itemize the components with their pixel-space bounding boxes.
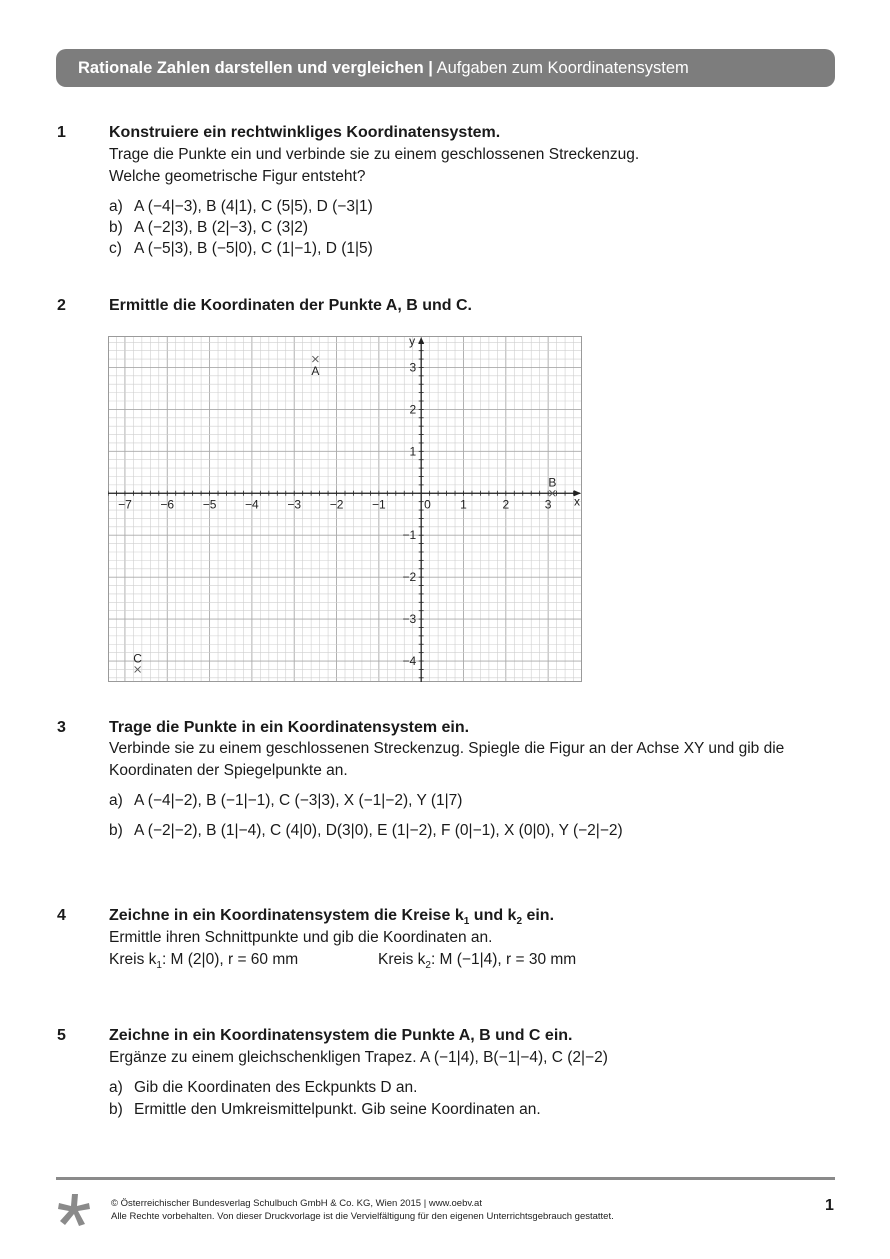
subscript: 1 [156,960,162,971]
point-label: A [311,364,320,379]
task-2-title: Ermittle die Koordinaten der Punkte A, B und C. [109,297,472,314]
footer-rule [56,1177,835,1180]
item-text: Ermittle den Umkreismittelpunkt. Gib seine Koordinaten an. [134,1101,541,1118]
x-tick-label: 3 [544,497,552,512]
point-label: C [133,651,142,666]
task-3-line-2: Koordinaten der Spiegelpunkte an. [109,762,348,779]
task-3-line-1: Verbinde sie zu einem geschlossenen Streckenzug. Spiegle die Figur an der Achse XY und gib die [109,740,785,757]
task-4-title [109,907,554,927]
x-tick-label: −5 [202,497,217,512]
footer-copyright [111,1197,614,1223]
footer-line-1: © Österreichischer Bundesverlag Schulbuch GmbH & Co. KG, Wien 2015 | www.oebv.at [111,1198,482,1209]
task-3-title: Trage die Punkte in ein Koordinatensystem ein. [109,719,470,736]
task-1-item-c [109,240,373,258]
x-tick-label: −6 [160,497,175,512]
subscript: 1 [463,916,470,927]
item-text: Gib die Koordinaten des Eckpunkts D an. [134,1079,418,1096]
task-4-line-1: Ermittle ihren Schnittpunkte und gib die Koordinaten an. [109,929,493,946]
coordinate-grid-svg [108,336,582,682]
item-label: b) [109,1101,123,1118]
header-title-bold: Rationale Zahlen darstellen und vergleichen | [78,59,433,77]
task-4-title-part: ein. [522,907,555,924]
item-label: a) [109,198,123,215]
task-4-circle-1 [109,951,298,971]
x-tick-label: −3 [287,497,302,512]
task-1-title: Konstruiere ein rechtwinkliges Koordinatensystem. [109,124,501,141]
circle-1-part: Kreis k [109,951,157,968]
header-bar [56,49,835,87]
item-label: b) [109,219,123,236]
item-label: c) [109,240,122,257]
y-tick-label: 1 [409,444,417,459]
item-text: A (−2|−2), B (1|−4), C (4|0), D(3|0), E (1|−2), F (0|−1), X (0|0), Y (−2|−2) [134,822,623,839]
header-title-rest: Aufgaben zum Koordinatensystem [436,59,689,77]
footer-line-2: Alle Rechte vorbehalten. Von dieser Druckvorlage ist die Vervielfältigung für den eigenen Unterrichtsgebrauch gestattet. [111,1211,614,1222]
circle-2-part: Kreis k [378,951,426,968]
task-5-number: 5 [57,1027,66,1044]
task-1-line-2: Welche geometrische Figur entsteht? [109,168,366,185]
task-4-circle-2 [378,951,576,971]
item-text: A (−4|−3), B (4|1), C (5|5), D (−3|1) [134,198,373,215]
task-2-number: 2 [57,297,66,314]
y-tick-label: −1 [402,528,417,543]
circle-1-part: : M (2|0), r = 60 mm [161,951,299,968]
x-tick-label: −7 [118,497,132,512]
task-5-item-b [109,1101,541,1119]
subscript: 2 [425,960,431,971]
y-tick-label: −2 [402,570,417,585]
point-label: B [548,475,557,490]
task-3-item-a [109,792,462,810]
task-5-line-1: Ergänze zu einem gleichschenkligen Trapez. A (−1|4), B(−1|−4), C (2|−2) [109,1049,608,1066]
coordinate-grid [108,336,582,682]
task-1-item-b [109,219,308,237]
x-tick-label: 1 [460,497,467,512]
task-4-number: 4 [57,907,66,924]
task-3-number: 3 [57,719,66,736]
x-tick-label: −4 [245,497,259,512]
x-tick-label: 2 [502,497,510,512]
item-label: a) [109,1079,123,1096]
page-number: 1 [825,1197,834,1214]
circle-2-part: : M (−1|4), r = 30 mm [430,951,577,968]
task-1-line-1: Trage die Punkte ein und verbinde sie zu einem geschlossenen Streckenzug. [109,146,640,163]
item-text: A (−5|3), B (−5|0), C (1|−1), D (1|5) [134,240,373,257]
y-tick-label: −3 [402,612,417,627]
y-tick-label: 3 [409,360,417,375]
task-1-number: 1 [57,124,66,141]
task-5-title: Zeichne in ein Koordinatensystem die Punkte A, B und C ein. [109,1027,573,1044]
task-4-title-part: und k [469,907,517,924]
y-axis-label: y [409,336,416,348]
task-3-item-b [109,822,623,840]
task-1-item-a [109,198,373,216]
x-tick-label: 0 [424,497,431,512]
publisher-logo-icon [55,1192,95,1228]
x-tick-label: −1 [372,497,386,512]
y-tick-label: 2 [409,402,417,417]
y-axis-arrow [418,337,424,344]
item-label: b) [109,822,123,839]
x-axis-label: x [574,494,580,509]
task-5-item-a [109,1079,417,1097]
subscript: 2 [516,916,523,927]
item-text: A (−2|3), B (2|−3), C (3|2) [134,219,309,236]
x-tick-label: −2 [329,497,344,512]
y-tick-label: −4 [402,654,417,669]
item-text: A (−4|−2), B (−1|−1), C (−3|3), X (−1|−2), Y (1|7) [134,792,463,809]
task-4-title-part: Zeichne in ein Koordinatensystem die Kreise k [109,907,464,924]
item-label: a) [109,792,123,809]
